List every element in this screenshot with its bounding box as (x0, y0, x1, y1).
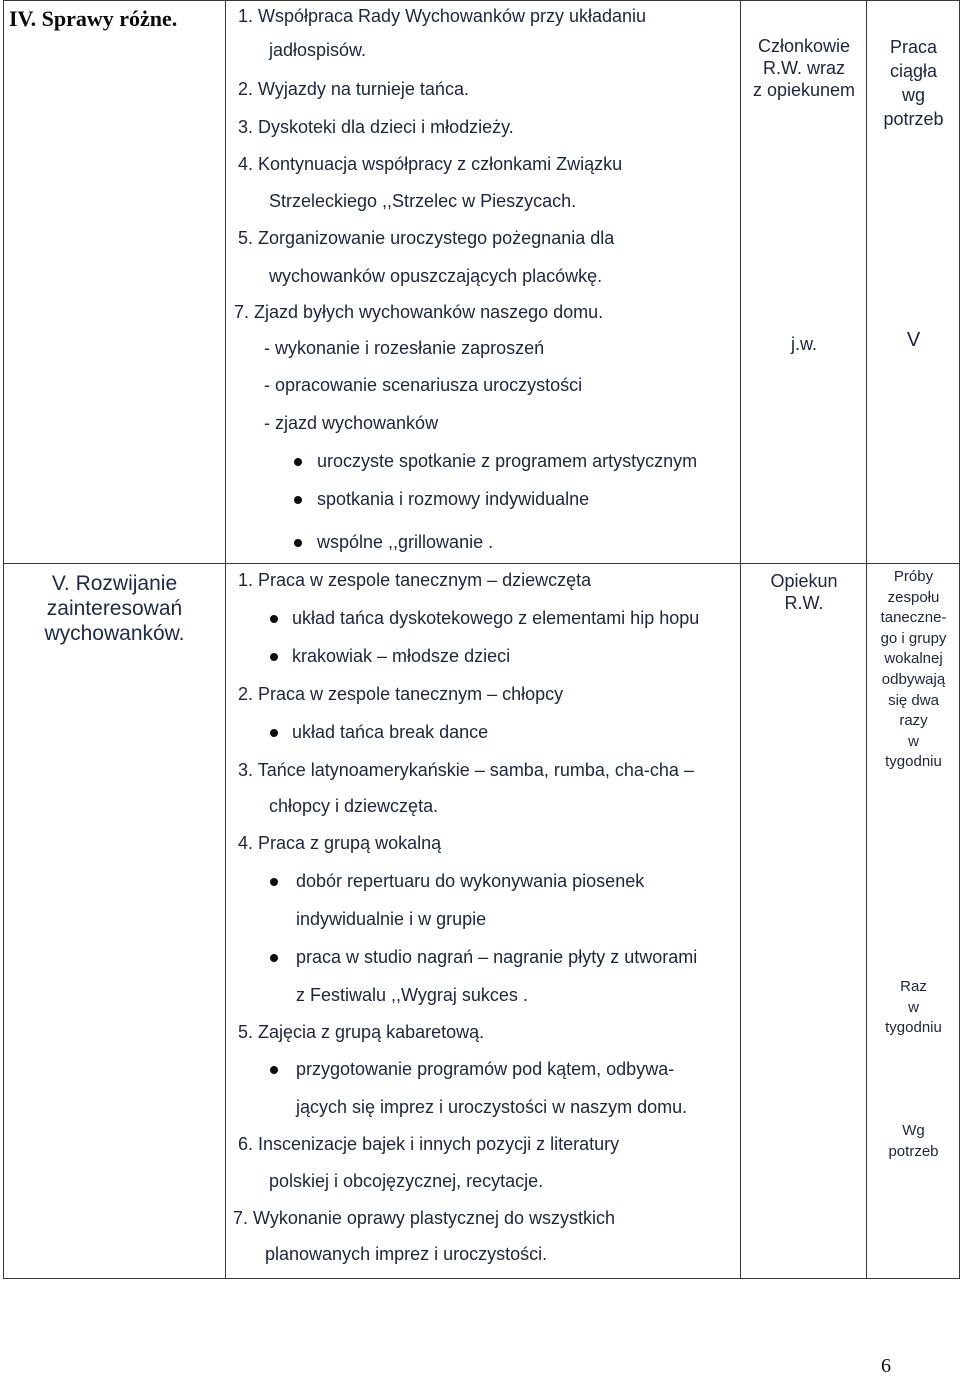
term-line: Raz (900, 978, 927, 995)
list-item: 5. Zajęcia z grupą kabaretową. (238, 1022, 485, 1042)
list-item: - opracowanie scenariusza uroczystości (264, 375, 583, 395)
responsible-line: Opiekun (770, 571, 838, 591)
list-item: 2. Praca w zespole tanecznym – chłopcy (238, 684, 564, 704)
bullet-icon (294, 458, 302, 466)
list-item: krakowiak – młodsze dzieci (292, 646, 511, 666)
responsible-line: Członkowie (757, 36, 851, 56)
section-v-title (4, 571, 225, 646)
responsible-line: R.W. wraz (762, 58, 845, 78)
list-item: planowanych imprez i uroczystości. (265, 1244, 548, 1264)
section-v-term-2 (867, 977, 960, 1039)
term-line: Próby (893, 568, 934, 585)
bullet-icon (270, 1066, 278, 1074)
bullet-icon (270, 878, 278, 886)
section-v-title-line: V. Rozwijanie (51, 572, 178, 595)
list-item: polskiej i obcojęzycznej, recytacje. (269, 1171, 544, 1191)
term-line: w (908, 998, 919, 1016)
term-line: potrzeb (888, 1142, 939, 1160)
list-item: 3. Tańce latynoamerykańskie – samba, rumba, cha-cha – (238, 760, 694, 780)
section-v-term-3 (867, 1121, 960, 1162)
table-top-border (3, 0, 960, 1)
list-item: 3. Dyskoteki dla dzieci i młodzieży. (238, 117, 514, 137)
responsible-line: R.W. (784, 593, 824, 613)
list-item: 5. Zorganizowanie uroczystego pożegnania dla (238, 228, 615, 248)
section-v-title-line: zainteresowań (46, 597, 183, 620)
list-item: 7. Zjazd byłych wychowanków naszego domu. (234, 302, 604, 322)
term-line: w (908, 732, 919, 750)
section-v-title-line: wychowanków. (44, 622, 185, 645)
bullet-icon (270, 729, 278, 737)
section-iv-term-2: V (906, 329, 921, 351)
column-divider-2 (740, 0, 741, 1279)
list-item: chłopcy i dziewczęta. (269, 796, 439, 816)
term-line: wg (901, 85, 925, 105)
list-item: indywidualnie i w grupie (296, 909, 487, 929)
term-line: potrzeb (883, 109, 944, 129)
list-item: układ tańca break dance (292, 722, 489, 742)
bullet-icon (270, 615, 278, 623)
responsible-line: z opiekunem (752, 80, 856, 100)
term-line: ciągła (889, 61, 938, 81)
list-item: przygotowanie programów pod kątem, odbywa- (296, 1059, 675, 1079)
bullet-icon (294, 539, 302, 547)
term-line: tygodniu (885, 753, 942, 771)
term-line: zespołu (887, 588, 940, 606)
list-item: dobór repertuaru do wykonywania piosenek (296, 871, 645, 891)
list-item: 7. Wykonanie oprawy plastycznej do wszystkich (233, 1208, 615, 1228)
term-line: się dwa (888, 691, 939, 709)
page-number: 6 (881, 1355, 891, 1377)
list-item: 1. Praca w zespole tanecznym – dziewczęta (238, 570, 592, 590)
list-item: spotkania i rozmowy indywidualne (317, 489, 590, 509)
list-item: uroczyste spotkanie z programem artystycznym (317, 451, 698, 471)
term-line: Wg (902, 1122, 925, 1139)
term-line: go i grupy (880, 629, 947, 647)
list-item: Strzeleckiego ,,Strzelec w Pieszycach. (269, 191, 577, 211)
term-line: razy (899, 712, 928, 730)
row-divider (3, 563, 960, 564)
list-item: 4. Praca z grupą wokalną (238, 833, 442, 853)
list-item: jadłospisów. (269, 40, 367, 60)
list-item: praca w studio nagrań – nagranie płyty z utworami (296, 947, 698, 967)
list-item: wychowanków opuszczających placówkę. (269, 266, 603, 286)
list-item: jących się imprez i uroczystości w naszym domu. (296, 1097, 688, 1117)
section-iv-responsible-2: j.w. (790, 334, 817, 354)
bullet-icon (294, 496, 302, 504)
list-item: wspólne ,,grillowanie . (317, 532, 494, 552)
term-line: Praca (889, 37, 938, 57)
list-item: 4. Kontynuacja współpracy z członkami Związku (238, 154, 623, 174)
section-iv-term (867, 35, 960, 131)
term-line: wokalnej (884, 650, 943, 668)
section-iv-title: IV. Sprawy różne. (9, 6, 178, 31)
bullet-icon (270, 954, 278, 962)
list-item: 1. Współpraca Rady Wychowanków przy układaniu (238, 6, 647, 26)
section-v-responsible (741, 570, 867, 614)
list-item: - zjazd wychowanków (264, 413, 439, 433)
term-line: taneczne- (880, 609, 947, 627)
term-line: odbywają (881, 670, 946, 688)
list-item: 6. Inscenizacje bajek i innych pozycji z literatury (238, 1134, 620, 1154)
list-item: - wykonanie i rozesłanie zaproszeń (264, 338, 545, 358)
term-line: tygodniu (885, 1019, 942, 1037)
list-item: z Festiwalu ,,Wygraj sukces . (296, 985, 528, 1005)
column-divider-1 (225, 0, 226, 1279)
bullet-icon (270, 653, 278, 661)
table-bottom-border (3, 1278, 960, 1279)
list-item: układ tańca dyskotekowego z elementami hip hopu (292, 608, 700, 628)
section-iv-responsible (741, 35, 867, 101)
list-item: 2. Wyjazdy na turnieje tańca. (238, 79, 469, 99)
section-v-term-1 (867, 567, 960, 773)
